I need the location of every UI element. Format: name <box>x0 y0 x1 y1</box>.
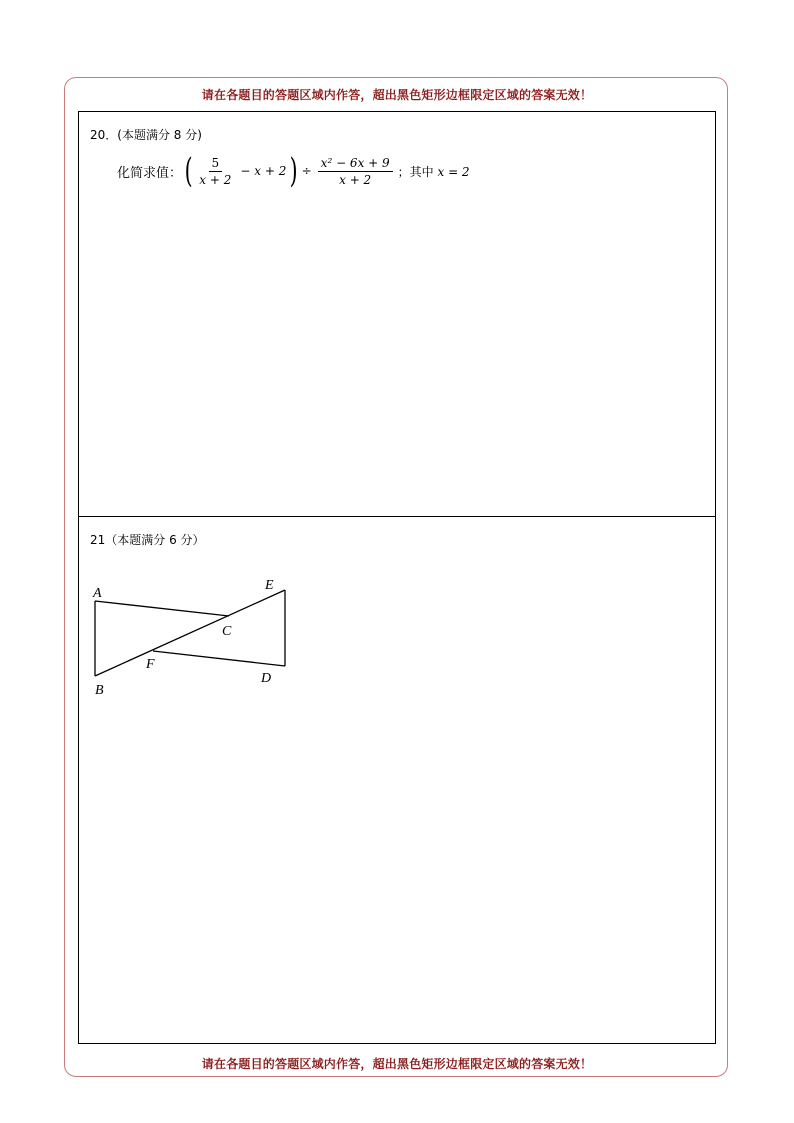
question-21-header: 21（本题满分 6 分） <box>90 533 205 547</box>
fraction-1-denominator: x + 2 <box>199 172 232 187</box>
question-20-box <box>78 111 716 517</box>
condition-value: x = 2 <box>437 164 470 179</box>
right-paren: ) <box>289 151 298 191</box>
fraction-2 <box>318 156 393 187</box>
segment-AC <box>95 601 229 616</box>
geometry-figure <box>89 575 289 705</box>
question-20-header: 20．(本题满分 8 分) <box>90 128 202 142</box>
question-20-expression <box>117 149 470 193</box>
fraction-1-numerator: 5 <box>209 156 223 172</box>
warning-bottom: 请在各题目的答题区域内作答，超出黑色矩形边框限定区域的答案无效！ <box>201 1057 593 1071</box>
label-B: B <box>95 683 104 698</box>
label-D: D <box>261 671 272 686</box>
warning-top: 请在各题目的答题区域内作答，超出黑色矩形边框限定区域的答案无效！ <box>201 88 593 102</box>
label-A: A <box>93 586 102 601</box>
label-F: F <box>146 657 155 672</box>
left-paren: ( <box>184 151 193 191</box>
condition <box>398 163 470 180</box>
question-21-box <box>78 516 716 1044</box>
minus-term: − x + 2 <box>240 164 287 178</box>
divide-sign: ÷ <box>301 164 312 178</box>
label-E: E <box>265 578 274 593</box>
fraction-2-denominator: x + 2 <box>339 172 372 187</box>
expression-lead: 化简求值： <box>117 165 183 181</box>
fraction-1 <box>196 156 234 187</box>
segment-FD <box>153 651 285 666</box>
fraction-2-numerator: x² − 6x + 9 <box>318 156 393 172</box>
label-C: C <box>222 624 232 639</box>
condition-prefix: ；其中 <box>397 164 438 179</box>
